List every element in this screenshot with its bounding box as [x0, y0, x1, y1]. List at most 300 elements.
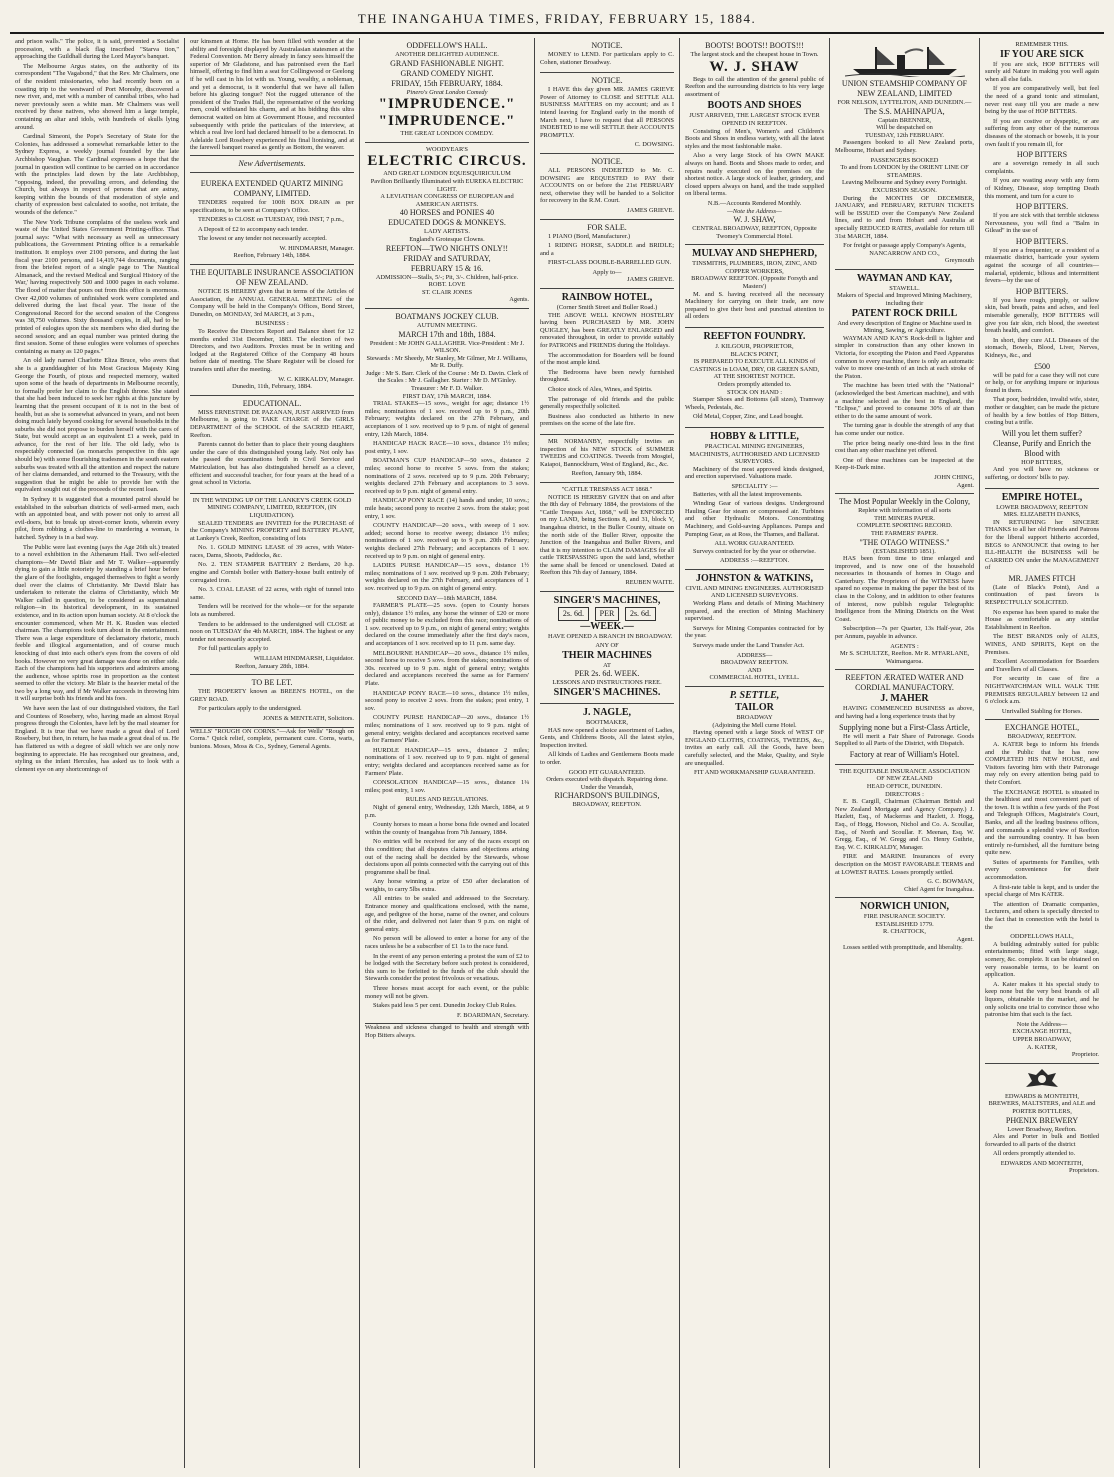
race-entry: HANDICAP PONY RACE—10 sovs., distance 1½ miles, second pony to receive 2 sovs. from the stakes; post entry, 1 sov. — [365, 689, 529, 712]
column-3 — [360, 38, 535, 1468]
ad-text: All orders promptly attended to. — [993, 1150, 1076, 1158]
column-5 — [680, 38, 830, 1468]
ad-text: All kinds of Ladies and Gentlemens Boots made to order. — [540, 751, 674, 766]
ad-line: AT THE SHORTEST NOTICE. — [713, 373, 796, 381]
ad-line: BROADWAY, REEFTON. — [572, 801, 642, 809]
ad-text: IN RETURNING her SINCERE THANKS to all her old Friends and Patrons for the liberal support hitherto accorded, BEGS to ANNOUNCE that owing to her ILL-HEALTH the BUSINESS will be CARRIED ON under the MANAGEMENT of — [985, 518, 1099, 572]
ad-text: HAS now opened a choice assortment of Ladies, Gents, and Childrens Boots, All the latest styles, Inspection invited. — [540, 726, 674, 749]
ad-text: Tenders to be addressed to the undersigned will CLOSE at noon on TUESDAY the 4th MARCH, 1884. The highest or any tender not necessarily accepted. — [190, 620, 354, 643]
ad-notice-dowsing — [540, 73, 674, 154]
ad-text: Choice stock of Ales, Wines, and Spirits. — [548, 386, 653, 393]
ad-line: Agent. — [956, 936, 974, 944]
ad-line: AND — [747, 666, 762, 674]
rule-entry: In the event of any person entering a protest the sum of £2 to be lodged with the Secretary before such protest is considered, this sum to be forfeited to the funds of the club should the Stewards consider the protest frivolous or vexatious. — [365, 952, 529, 983]
ad-line: (ESTABLISHED 1851). — [873, 547, 936, 555]
ad-line: EDUCATED DOGS & MONKEYS. — [388, 218, 506, 228]
ad-text: That poor, bedridden, invalid wife, sister, mother or daughter, can be made the picture of health by a few bottles of Hop Bitters, costing but a trifle. — [985, 396, 1099, 427]
ad-headline: "IMPRUDENCE." — [378, 113, 516, 130]
ad-line: THE MINERS PAPER. — [874, 514, 935, 522]
ad-text: HAS been from time to time enlarged and improved, and is now one of the household necessaries in thousands of homes in Otago and Canterbury. The Proprietors of the WITNESS have spared no expense in making the paper the best of its class in the Colony, and in addition to other features of interest, now publish regular Telegraphic Intelligence from the Mining Districts on the West Coast. — [835, 555, 974, 623]
column-2 — [185, 38, 360, 1468]
ad-subheading: FIRST DAY, 17th MARCH, 1884. — [402, 392, 492, 400]
ad-line: For freight or passage apply Company's Agents, — [843, 242, 966, 250]
ad-johnston-watkins — [685, 570, 824, 687]
ad-title: THE EQUITABLE INSURANCE ASSOCIATION OF NEW ZEALAND — [839, 767, 970, 783]
ad-text: No expense has been spared to make the House as comfortable as any similar Establishment in Reefton. — [985, 608, 1099, 631]
race-entry: COUNTY PURSE HANDICAP—20 sovs., distance 1½ miles; nominations of 1 sov. received up to 9 p.m. night of general entry; weights declared and acceptances received same as for Farmers' Plate. — [365, 714, 529, 745]
ad-text: A Deposit of £2 to accompany each tender. — [198, 225, 309, 233]
ad-line: PER 2s. 6d. WEEK. — [574, 669, 640, 679]
rule-entry: No entries will be received for any of the races except on this condition; that all disputes claims and objections arising out of the racing shall be decided by the Stewards, whose decisions upon all points connected with the carrying out of this programme shall be final. — [365, 838, 529, 876]
column-6 — [830, 38, 980, 1468]
ad-line: BROADWAY REEFTON. — [720, 659, 789, 667]
ad-text: For full particulars apply to — [198, 645, 269, 653]
ad-text: To Receive the Directors Report and Balance sheet for 12 months ended 31st December, 1883. The election of two Directors, and two Auditors. Proxies must be in writing and lodged at the Registered Office of the Company 48 hours before date of meeting. The Share Register will be closed for transfers until after the meeting. — [190, 328, 354, 373]
ad-text: Begs to call the attention of the general public of Reefton and the surrounding districts to his very large assortment of — [685, 75, 824, 98]
ad-title: THE EQUITABLE INSURANCE ASSOCIATION OF NEW ZEALAND. — [190, 268, 354, 288]
ad-text: Losses settled with promptitude, and liberality. — [843, 943, 963, 951]
ad-line: FRIDAY, 15th FEBRUARY, 1884. — [391, 78, 503, 88]
ad-text: WAYMAN AND KAY'S Rock-drill is lighter and simpler in construction than any other known in Victoria, for excepting the Piston and Feed Apparatus common to every machine, there is only an automatic valve to move one-tenth of an inch at each stroke of the Piston. — [835, 334, 974, 380]
rule-entry: Stakes paid less 5 per cent. Dunedin Jockey Club Rules. — [373, 1002, 517, 1010]
ad-edwards-monteith — [985, 1064, 1099, 1179]
ad-wayman-kay — [835, 270, 974, 494]
ad-for-sale — [540, 220, 674, 290]
ad-oddfellows — [365, 38, 529, 143]
ad-text: Winding Gear of various designs. Underground Hauling Gear for steam or compressed air. Turbines and other Hydraulic Motors. Concentrating Machinery, and Gold-saving Appliances. Pumps and Pumping Gear, as at Ross, the Thames, and Ballarat. — [685, 500, 824, 538]
ad-line: HOP BITTERS, — [1021, 458, 1063, 466]
ad-title: EXCHANGE HOTEL, — [1004, 723, 1080, 733]
ad-line: FEBRUARY 15 & 16. — [410, 263, 484, 273]
ad-line: EXCURSION SEASON. — [872, 186, 937, 194]
ad-text: are a sovereign remedy in all such complaints. — [985, 160, 1099, 175]
ad-line: Makers of Special and Improved Mining Machinery, including their — [837, 292, 972, 308]
ad-circus — [365, 143, 529, 309]
ad-line: N.B.—Accounts Rendered Monthly. — [707, 199, 802, 207]
ad-headline: BOOTS AND SHOES — [707, 100, 802, 112]
ad-line: MARCH 17th and 18th, 1884. — [398, 329, 496, 339]
ad-subheading: RULES AND REGULATIONS. — [405, 796, 489, 804]
ad-text: Suites of apartments for Families, with every convenience for their accommodation. — [985, 858, 1099, 882]
ad-text: will be paid for a case they will not cure or help, or for anything impure or injurious found in them. — [985, 371, 1099, 394]
column-1 — [10, 38, 185, 1468]
article-paragraph: our kinsmen at Home. He has been filled with wonder at the ability and foresight displayed by Australasian statesmen at the Federal Convention. Mr Berry already in fancy sees himself the superior of Mr Gladstone, and has patronised even the Earl himself, offering to find him a seat for Collingwood or Geelong if he will cast in his lot with us. Young, wealthy, a nobleman, and yet a democrat, is it wonderful that we have all fallen before his glazing tongue? Not the rugged utterance of the president of the Trades Hall, the representative of the working men, could withstand his charm, and at his bidding this ultra democrat waited on him at Government House, and recounted subsequently with pride the particulars of the interview, at which a real live lord had declared himself to be a democrat. In Adelaide Lord Rosebery experienced his final lionising, and at the farewell banquet roared as gently as Bottom, the weaver. — [190, 38, 354, 152]
ad-line: —WEEK.— — [580, 620, 634, 632]
ad-headline: PATENT ROCK DRILL — [851, 307, 958, 319]
ad-title: J. NAGLE, — [582, 707, 632, 719]
ad-text: The BEST BRANDS only of ALES, WINES, AND SPIRITS, Kept on the Premises. — [985, 633, 1099, 656]
ad-line: WOODYEAR'S — [426, 145, 468, 153]
column-4 — [535, 38, 680, 1468]
ad-text: Excellent Accommodation for Boarders and Travellers of all Classes. — [985, 658, 1099, 673]
ad-line: Proprietor. — [1071, 1051, 1099, 1059]
ad-line: Replete with information of all sorts — [858, 507, 951, 515]
ad-line: R. CHATTOCK, — [882, 928, 927, 936]
ad-settle — [685, 687, 824, 781]
section-heading: New Advertisements. — [238, 158, 306, 168]
ad-signature: WILLIAM HINDMARSH, Liquidator. — [253, 655, 354, 662]
ad-headline: PHŒNIX BREWERY — [1005, 1115, 1079, 1125]
ad-exchange-hotel — [985, 720, 1099, 1063]
ad-line: Leaving Melbourne and Sydney every Fortnight. — [842, 179, 967, 187]
ad-line: THEIR MACHINES — [562, 649, 652, 661]
ad-line: A. KATER, — [1027, 1043, 1057, 1051]
ad-line: ANY OF — [595, 642, 619, 650]
ad-text: The accommodation for Boarders will be found of the most ample kind. — [540, 351, 674, 367]
ad-line: Captain BRENNER, — [878, 116, 931, 124]
ad-text: Weakness and sickness changed to health and strength with Hop Bitters always. — [365, 1024, 529, 1039]
ad-line: Proprietors. — [1069, 1167, 1099, 1175]
ad-notice-money — [540, 38, 674, 73]
ad-line: £500 — [1034, 361, 1050, 371]
ad-line: REMEMBER THIS. — [1015, 41, 1069, 48]
ad-line: TUESDAY, 12th FEBRUARY. — [864, 131, 945, 139]
ad-text: Ales and Porter in bulk and Bottled forwarded to all parts of the district — [985, 1133, 1099, 1148]
ad-date: Dunedin, 11th, February, 1884. — [232, 383, 312, 391]
ad-line: J. KILGOUR, PROPRIETOR, — [715, 343, 794, 351]
ad-line: —Note the Address— — [727, 207, 782, 215]
price-box: 2s. 6d. — [558, 607, 589, 621]
columns — [10, 38, 1104, 1468]
ad-text: A building admirably suited for public entertainments; fitted with large stage, scenery, &c. complete. It can be obtained on very reasonable terms, to be learnt on application. — [985, 940, 1099, 979]
ad-text: Batteries, with all the latest improvements. — [693, 490, 803, 498]
ad-text: Consisting of Men's, Women's and Children's Boots and Shoes in endless variety, with all the latest styles and the most fashionable make. — [685, 127, 824, 150]
article-paragraph: Cardinal Simeoni, the Pope's Secretary of State for the Colonies, has addressed a somewhat remarkable letter to the Sydney Express, a weekly journal founded by the late Archbishop Vaughan. The Cardinal expresses a hope that the journal in question will continue to be carried on in accordance with the principles laid down by the late Archbishop, "opposing, indeed, the prevailing errors, and defending the Church, but always in respect of persons that are astray, keeping within the bounds of that moderation of style and charity of expression best calculated to soothe, not irritate, the wounds of the defence." — [15, 133, 179, 217]
ad-text: TENDERS to CLOSE on TUESDAY, 19th INST, 7 p.m., — [198, 216, 344, 224]
ad-line: England's Grotesque Clowns. — [409, 235, 485, 243]
ad-line: LESSONS AND INSTRUCTIONS FREE. — [552, 679, 662, 687]
ad-line: ADDRESS :—REEFTON. — [719, 557, 790, 565]
ad-signature: W. HINDMARSH, Manager. — [279, 244, 354, 252]
ad-headline: "IMPRUDENCE." — [378, 96, 516, 113]
ad-title: TO BE LET. — [251, 678, 293, 688]
article-paragraph: The Melbourne Argus states, on the authority of its correspondent "The Vagabond," that the Rev. Mr Chalmers, one of the resident missionaries, who had recently been on a coasting trip to the westward of Port Moresby, discovered a new river, and, met with a number of cannibal tribes, who had never previously seen a white man. Mr Chalmers was well received by these natives, who showed him a large temple, containing an altar and idols, with hundreds of skulls lying around. — [15, 62, 179, 131]
ad-line: Orders promptly attended to. — [717, 381, 792, 388]
ad-line: THE GREAT LONDON COMEDY. — [400, 130, 494, 138]
ad-headline: W. J. SHAW — [709, 58, 800, 75]
ad-line: Agents. — [509, 296, 529, 304]
ad-line: MRS. ELIZABETH DANKS, — [1003, 511, 1081, 519]
ad-text: A. KATER begs to inform his friends and the Public that he has now COMPLETED HIS NEW HOUSE, and Visitors favoring him with their Patronage may rely on every attention being paid to their Comfort. — [985, 740, 1099, 786]
ad-line: BLACK'S POINT, — [730, 350, 779, 358]
ad-text: The turning gear is double the strength of any that has come under our notice. — [835, 422, 974, 437]
ad-line: HOP BITTERS. — [1015, 236, 1069, 246]
ad-line: BROADWAY REEFTON. (Opposite Forsyth and Masters') — [691, 275, 818, 291]
ad-educational — [190, 396, 354, 494]
ad-text: Subscription—7s per Quarter, 13s Half-year, 26s per Annum, payable in advance. — [835, 625, 974, 641]
ad-text: ALL PERSONS INDEBTED to Mr. C. DOWSING are REQUESTED to PAY their ACCOUNTS on or before the 21st FEBRUARY next, otherwise they will be handed to a Solicitor for recovery in the R.M. Court. — [540, 166, 674, 205]
ad-line: FOR NELSON, LYTTELTON, AND DUNEDIN.— — [837, 99, 972, 106]
ad-signature: G. C. BOWMAN, — [927, 878, 974, 886]
article-paragraph: and prison walls." The police, it is said, prevented a Socialist procession, with a black flag inscribed "Starva tion," approaching the Guildhall during the Lord Mayor's banquet. — [15, 38, 179, 61]
ad-line: Judge : Mr S. Barr. Clerk of the Course : Mr D. Davin. Clerk of the Scales : Mr J. Gallagher. Starter : Mr D. M'Ginley. Treasurer : Mr F. D. Walker. — [365, 369, 529, 393]
ad-title: EUREKA EXTENDED QUARTZ MINING COMPANY, LIMITED. — [200, 178, 344, 198]
ad-title: The Most Popular Weekly in the Colony, — [839, 497, 970, 507]
ad-text: NOTICE IS HEREBY GIVEN that on and after the 8th day of February 1884, the provisions of the "Cattle Trespass Act, 1868," will be ENFORCED on my LAND, being Sections 8, and 31, block V, Inangahua district, in the Buller County, situate on the north side of the Buller River, opposite the Junction of the Inangahua and Buller Rivers, and that it is my intention to CLAIM DAMAGES for all cattle TRESPASSING upon the said land, whether the same shall be fenced or unenclosed. Dated at Reefton this 7th day of January, 1884. — [540, 493, 674, 577]
ad-signature: JOHN CHING, — [934, 473, 974, 481]
ad-line: ALL WORK GUARANTEED. — [714, 540, 795, 548]
ad-title: REEFTON FOUNDRY. — [703, 331, 806, 343]
divider — [190, 155, 354, 156]
ad-text: The patronage of old friends and the public generally respectfully solicited. — [540, 395, 674, 411]
ad-to-let — [190, 675, 354, 727]
ad-line: MR. JAMES FITCH — [1008, 573, 1076, 583]
ad-line: PASSENGERS BOOKED — [870, 156, 939, 164]
ad-text: In short, they cure ALL Diseases of the stomach, Bowels, Blood, Liver, Nerves, Kidneys, &c., and — [985, 336, 1099, 359]
ad-line: THE FARMERS' PAPER. — [870, 529, 939, 537]
ad-text: Stamper Shoes and Bottoms (all sizes), Tramway Wheels, Pedestals, &c. — [685, 396, 824, 411]
ad-text: TENDERS required for 100ft BOX DRAIN as per specifications, to be seen at Company's Office. — [190, 198, 354, 214]
race-entry: LADIES PURSE HANDICAP—15 sovs., distance 1½ miles; nominations of 1 sov. received up 9 p.m. 20th February; weights declared on the 27th February, and acceptances of 1 sov. received up to 9 p.m. on night of general entry. — [365, 562, 529, 592]
ad-line: Orders executed with dispatch. Repairing done. — [546, 776, 668, 784]
ad-line: Note the Address— — [1016, 1020, 1068, 1028]
ad-line: EXCHANGE HOTEL, — [1012, 1028, 1072, 1036]
ad-equitable-meeting — [190, 265, 354, 396]
ad-headline: SINGER'S MACHINES, — [553, 594, 661, 606]
ad-text: MONEY to LEND. For particulars apply to C. Cohen, stationer Broadway. — [540, 51, 674, 66]
ad-title: NORWICH UNION, — [859, 901, 950, 913]
ad-signature: F. BOARDMAN, Secretary. — [456, 1011, 529, 1019]
ad-line: AGENTS : — [890, 642, 919, 650]
ad-line: 40 HORSES and PONIES 40 — [399, 208, 495, 218]
ad-line: ROBT. LOVE — [428, 281, 466, 289]
ad-text: For particulars apply to the undersigned. — [198, 705, 302, 713]
ad-line: GRAND COMEDY NIGHT. — [400, 68, 494, 78]
ad-text: Having opened with a large Stock of WEST OF ENGLAND CLOTHS, COATINGS, TWEEDS, &c., invites an early call. All the Goods, have been carefully selected, and the Make, Quality, and Style are unequalled. — [685, 729, 824, 767]
ad-otago-witness — [835, 494, 974, 670]
rule-entry: All entries to be sealed and addressed to the Secretary. Entrance money and qualifications enclosed, with the name, age, and pedigree of the horse, name of the owner, and colours of the rider, and delivered not later than 9 p.m. on night of general entry. — [365, 895, 529, 933]
ad-line: Apply to— — [592, 268, 622, 276]
ad-title: MULVAY AND SHEPHERD, — [691, 248, 818, 260]
rule-entry: No person will be allowed to enter a horse for any of the races unless he be a subscriber of £1 1s to the race fund. — [365, 935, 529, 951]
ad-signature: JONES & MENTEATH, Solicitors. — [262, 714, 354, 722]
ad-line: ADDRESS— — [736, 651, 773, 659]
ad-line: FRIDAY and SATURDAY, — [403, 253, 491, 263]
ad-signature: JAMES GRIEVE. — [627, 276, 674, 284]
race-entry: CONSOLATION HANDICAP—15 sovs., distance 1¼ miles; post entry, 1 sov. — [365, 779, 529, 794]
ad-text: If you have rough, pimply, or sallow skin, bad breath, pains and aches, and feel miserable generally, HOP BITTERS will give you fair skin, rich blood, the sweetest breath health, and comfort. — [985, 296, 1099, 335]
ad-title: NOTICE. — [591, 41, 623, 50]
ad-mulvay — [685, 245, 824, 328]
ad-text: The Bedrooms have been newly furnished throughout. — [540, 368, 674, 384]
ad-text: He will merit a Fair Share of Patronage. Goods Supplied to all Parts of the District, with Dispatch. — [835, 732, 974, 748]
ad-text: Parents cannot do better than to place their young daughters under the care of this distinguished young lady. Not only has she passed the examinations both in Civil Service and Matriculation, but has also distinguished herself as a clever, efficient and successful teacher, for four years at the head of a great school in Victoria. — [190, 441, 354, 487]
column-7 — [980, 38, 1104, 1468]
ad-text: I HAVE this day given MR. JAMES GRIEVE Power of Attorney to CLOSE and SETTLE ALL BUSINESS MATTERS on my account; and as I intend leaving for England early in the month of March next, I have to request that all PERSONS INDEBTED to me will SETTLE their ACCOUNTS PROMPTLY. — [540, 86, 674, 139]
race-entry: HANDICAP PONY RACE (14) hands and under, 10 sovs.; mile heats; second pony to receive 2 sovs. from the stake; post entry, 1 sov. — [365, 497, 529, 520]
ad-foundry — [685, 328, 824, 428]
ad-date: Reefton, January 9th, 1884. — [571, 470, 643, 478]
ad-line: ST. CLAIR JONES — [421, 288, 473, 296]
ad-title: "CATTLE TRESPASS ACT 1868." — [561, 485, 653, 493]
ad-signature: REUBEN WAITE. — [625, 579, 674, 587]
ad-text: For security in case of fire a NIGHTWATCHMAN WILL WALK THE PREMISES REGULARLY between 12 and 6 o'clock a.m. — [985, 675, 1099, 706]
ad-date: Reefton, January 28th, 1884. — [235, 662, 309, 670]
ad-line: Supplying none but a First-Class Article, — [839, 722, 970, 732]
ad-text: During the MONTHS OF DECEMBER, JANUARY, and FEBRUARY, RETURN TICKETS will be ISSUED over the Company's New Zealand lines, and to and from Hobart and Australia at specially REDUCED RATES, available for return till 31st MARCH, 1884. — [835, 194, 974, 240]
ad-text: FIRST-CLASS DOUBLE-BARRELLED GUN. — [548, 259, 672, 267]
ad-title: FOR SALE. — [587, 222, 627, 232]
ad-text: If you are sick, HOP BITTERS will surely aid Nature in making you well again when all else fails. — [985, 60, 1099, 83]
ad-line: To and from LONDON by the ORIENT LINE OF STEAMERS. — [840, 164, 969, 179]
ad-text: The EXCHANGE HOTEL is situated in the healthiest and most convenient part of the town. It is within a few yards of the Post and Telegraph Offices, Magistrate's Court, Banks, and all the leading business offices, and commands a splendid view of Reefton and the surrounding country. It has been entirely re-furnished, all the furniture being quite new. — [985, 788, 1099, 857]
ad-line: ESTABLISHED 1779. — [875, 920, 934, 928]
ad-line: And every description of Engine or Machine used in Mining, Sawing, or Agriculture. — [837, 319, 972, 335]
ad-line: HOP BITTERS — [1016, 150, 1068, 160]
ad-headline: SINGER'S MACHINES. — [553, 687, 661, 699]
ad-signature: JAMES GRIEVE. — [627, 206, 674, 214]
ad-text: Also a very large Stock of his OWN MAKE always on hand. Boots and Shoes made to order, and repairs neatly executed on the premises on the shortest notice. A large stock of leather, grindery, and closed uppers always on hand, and the trade supplied on liberal terms. — [685, 152, 824, 198]
race-entry: MELBOURNE HANDICAP—20 sovs., distance 1½ miles, second horse to receive 5 sovs. from the stakes; nominations of 30s. received up to 9 p.m. night of general entry; weights declared and acceptances received the same as for Farmers' Plate. — [365, 649, 529, 688]
ad-rainbow-hotel — [540, 289, 674, 435]
ad-line: PRACTICAL MINING ENGINEERS, MACHINISTS, AUTHORISED AND LICENSED SURVEYORS. — [689, 442, 820, 466]
ad-title: EDWARDS & MONTEITH, — [1004, 1092, 1080, 1100]
ad-text: (Late of Black's Point), And a continuation of past favors is RESPECTFULLY SOLICITED. — [985, 583, 1099, 607]
ad-subheading: BUSINESS : — [255, 320, 289, 328]
ad-line: UPPER BROADWAY, — [1012, 1035, 1072, 1043]
ad-line: STAWELL. — [889, 284, 920, 292]
ad-equitable-insurance — [835, 765, 974, 899]
ad-lankey — [190, 494, 354, 675]
ad-line: Cleanse, Purify and Enrich the Blood with — [993, 438, 1091, 458]
ad-text: The machine has been tried with the "National" (acknowledged the best American machine), and with a machine selected as the best in England, the "Eclipse," and proved to consume 30% of air than either to do the same amount of work. — [835, 382, 974, 420]
ad-title: BOATMAN'S JOCKEY CLUB. — [395, 311, 499, 321]
ad-shaw — [685, 38, 824, 245]
ad-title: NOTICE. — [591, 76, 623, 86]
ad-text: If you are a frequenter, or a resident of a miasmatic district, barricade your system against the scourge of all countries—malarial, epidemic, bilious and intermittent fevers—by the use of — [985, 246, 1099, 285]
price-box: PER — [595, 607, 620, 621]
ad-title: EDUCATIONAL. — [242, 398, 302, 408]
ad-title: ODDFELLOW'S HALL. — [406, 41, 488, 50]
ad-union-steamship — [835, 38, 974, 270]
ad-line: Will be despatched on — [876, 124, 933, 132]
rule-entry: County horses to mean a horse bona fide owned and located within the county of Inangahua from 7th January, 1884. — [365, 821, 529, 836]
ad-line: BROADWAY, REEFTON. — [1007, 733, 1077, 741]
ad-line: ODDFELLOWS HALL, — [1010, 933, 1074, 941]
ad-text: 1 PIANO (Bord, Manufacturer.) — [548, 232, 631, 240]
ad-signature: W. C. KIRKALDY, Manager. — [278, 375, 354, 383]
ad-eureka — [190, 176, 354, 265]
ad-line: Unrivalled Stabling for Horses. — [1001, 707, 1083, 715]
ad-line: The largest stock and the cheapest house in Town. — [690, 51, 819, 58]
ad-line: Factory at rear of William's Hotel. — [849, 749, 960, 759]
rule-entry: Night of general entry, Wednesday, 12th March, 1884, at 9 p.m. — [365, 803, 529, 819]
ad-line: The S.S. MAHINAPUA, — [864, 106, 945, 116]
rule-entry: Any horse winning a prize of £50 after declaration of weights, to carry 5lbs extra. — [365, 878, 529, 893]
ad-line: NANCARROW AND CO., — [869, 249, 940, 257]
ad-hobby-little — [685, 428, 824, 570]
ad-text: No. 1. GOLD MINING LEASE of 39 acres, with Water-races, Dams, Shoots, Paddocks, &c. — [190, 544, 354, 559]
ad-text: A first-rate table is kept, and is under the special charge of Mrs KATER. — [985, 883, 1099, 899]
ad-line: COMMERCIAL HOTEL, LYELL. — [709, 674, 800, 682]
ad-text: Old Metal, Copper, Zinc, and Lead bought. — [693, 413, 804, 421]
ad-text: No. 3. COAL LEASE of 22 acres, with right of tunnel into same. — [190, 586, 354, 601]
ad-line: Lower Broadway, Reefton. — [1007, 1125, 1077, 1133]
race-entry: BOATMAN'S CUP HANDICAP—50 sovs., distance 2 miles; second horse to receive 5 sovs. from the stakes; nominations of 2 sovs. received up to 9 p.m. 20th February; weights declared 27th February and acceptances to 3 sovs. received up to 9 p.m. night of general entry. — [365, 457, 529, 495]
ad-signature: C. DOWSING. — [634, 141, 674, 149]
ad-headline: IF YOU ARE SICK — [1000, 48, 1084, 60]
ad-line: (Corner Smith Street and Buller Road.) — [556, 304, 658, 312]
ad-line: DIRECTORS : — [885, 790, 924, 798]
ad-line: BREWERS, MALTSTERS, and ALE and PORTER BOTTLERS, — [988, 1100, 1096, 1115]
ad-norwich-union — [835, 898, 974, 957]
ad-line: AUTUMN MEETING. — [417, 321, 477, 329]
ad-line: RICHARDSON'S BUILDINGS, — [554, 791, 660, 801]
ad-title: HOBBY & LITTLE, — [710, 430, 799, 442]
ad-line: Chief Agent for Inangahua. — [904, 885, 974, 893]
article-paragraph: The New York Tribune complains of the useless work and waste of the United States Government Printing-office. That journal says: "What with necessary as well as unnecessary publications, the Government Printing office is a remarkable institution. It employs over 2100 persons, and during the last fiscal year 2100 persons, and 14,419,744 documents, ranging from the briefest report of a single page to 'The Nautical Almanack, and the revised Medical and Surgical History of the War,' having respectively 500 and 1000 pages in each volume. The flood of matter that pours out from this office is enormous. Over 42,000 volumes of unfinished work were completed and delivered during the last fiscal year. The issue of the Congressional Record for the second session of the Congress was 38,750 volumes. Sixty thousand copies, in all, had to be printed of eulogies upon the six members who died during the second session; and an equal number was printed during the first session. Some of these eulogies were volumes of speeches containing as many as 120 pages." — [15, 218, 179, 355]
ad-title: P. SETTLE, — [729, 690, 780, 701]
masthead — [10, 6, 1104, 34]
ad-line: COMPLETE SPORTING RECORD. — [856, 522, 953, 530]
ad-line: GRAND FASHIONABLE NIGHT. — [390, 58, 504, 68]
price-box: 2s. 6d. — [625, 607, 656, 621]
ad-headline: TAILOR — [735, 702, 774, 713]
ad-text: The lowest or any tender not necessarily accepted. — [198, 235, 327, 243]
ad-jockey-club — [365, 309, 529, 1024]
ad-line: BOOTMAKER, — [585, 719, 629, 727]
ad-line: (Adjoining the Mell curne Hotel. — [712, 721, 797, 729]
ad-headline: J. MAHER — [880, 693, 929, 705]
ad-text: If you are wasting away with any form of Kidney, Disease, stop tempting Death this moment, and turn for a cure to — [985, 177, 1099, 200]
ad-line: JUST ARRIVED, THE LARGEST STOCK EVER OPENED IN REEFTON. — [689, 112, 820, 127]
ad-line: A LEVIATHAN CONGRESS OF EUROPEAN and AMERICAN ARTISTS. — [380, 193, 514, 208]
ad-text: NOTICE IS HEREBY given that in terms of the Articles of Association, the ANNUAL GENERAL MEETING of the Company will be held in the Company's Offices, Bond Street, Dunedin, on MONDAY, 3rd MARCH, at 3 p.m., — [190, 288, 354, 318]
ad-text: 1 RIDING HORSE, SADDLE and BRIDLE; and a — [540, 242, 674, 257]
ad-aerated-water — [835, 670, 974, 764]
ad-text: SEALED TENDERS are INVITED for the PURCHASE of the Company's MINING PROPERTY and BATTERY PLANT, at Lankey's Creek, Reefton, consisting of lots — [190, 519, 354, 542]
ad-line: Will you let them suffer? — [1002, 428, 1082, 438]
ad-text: THE ABOVE WELL KNOWN HOSTELRY having been PURCHASED by MR. JOHN QUIGLEY, has been GREATLY ENLARGED and renovated throughout, in order to provide suitably for PATRONS and FRIENDS during the Holidays. — [540, 311, 674, 350]
ad-text: The attention of Dramatic companies, Lecturers, and others is specially directed to the fact that in connection with the hotel is the — [985, 900, 1099, 931]
race-entry: FARMER'S PLATE—25 sovs. (open to County horses only), distance 1½ miles, any horse the winner of £20 or more of public money to be excluded from this race; nominations of 1 sov. received up to 9 p.m., on night of general entry; weights declared on the course immediately after the first day's races, and acceptances of 1 sov. received up to 11 p.m. same day. — [365, 602, 529, 648]
ad-line: AND GREAT LONDON EQUESQUIRICULUM — [383, 170, 511, 178]
ad-text: One of these machines can be inspected at the Keep-it-Dark mine. — [835, 456, 974, 472]
race-entry: HURDLE HANDICAP—15 sovs., distance 2 miles; nominations of 1 sov. received up to 9 p.m. night of general entry; weights declared and acceptances received same as for Farmers' Plate. — [365, 746, 529, 777]
ad-line: HOP BITTERS. — [1015, 202, 1069, 212]
ad-text: Business also conducted as hitherto in new premises on the scene of the late fire. — [540, 412, 674, 428]
ad-line: ADMISSION—Stalls, 5/-; Pit, 3/-. Children, half-price. — [375, 273, 519, 281]
ad-text: M. and S. having received all the necessary Machinery for carrying on their trade, are now prepared to give their best and punctual attention to all orders — [685, 290, 824, 321]
ad-text: WELLS' "ROUGH ON CORNS."—Ask for Wells' "Rough on Corns." Quick relief, complete, permanent cure. Corns, warts, bunions. Moses, Moss & Co., Sydney, General Agents. — [190, 727, 354, 750]
article-paragraph: We have seen the last of our distinguished visitors, the Earl and Countess of Rosebery, who, having made an almost Royal progress through the Colonies, have left by the mail steamer for England. It is true that we have made a great deal of Lord Rosebery, but then, in return, he has made a great deal of us. He has flattered us with a degree of skill which we are only now beginning to appreciate. He has recognised our greatness, and, styling us the infant Hercules, has asked us to look with a clement eye on any shortcomings of — [15, 705, 179, 773]
ad-text: And you will have no sickness or suffering, or doctors' bills to pay. — [985, 466, 1099, 481]
ad-line: BOOTS! BOOTS!! BOOTS!!! — [705, 41, 804, 50]
ad-title: JOHNSTON & WATKINS, — [696, 572, 813, 584]
article-paragraph: In Sydney it is suggested that a mounted patrol should be established in the suburban districts of well-armed men, each with an appointed beat, and with power not only to arrest all evil-doers, but to break up street-corner knots, wherein every pilot, from robbing a clothes-line to murdering a woman, is hatched. Sydney is in a bad way. — [15, 496, 179, 541]
ad-notice-grieve — [540, 154, 674, 220]
divider — [190, 172, 354, 173]
race-entry: TRIAL STAKES—15 sovs., weight for age; distance 1½ miles; nominations of 1 sov. received up to 9 p.m., 20th February; weights declared on the 27th February, and acceptances of 1 sov. received up to 9 p.m. of night of general entry, 12th March, 1884. — [365, 400, 529, 438]
ad-text: Surveys contracted for by the year or otherwise. — [693, 547, 816, 555]
masthead-title: THE INANGAHUA TIMES, FRIDAY, FEBRUARY 15, 1884. — [357, 11, 757, 26]
brewery-crest-icon — [1022, 1067, 1062, 1093]
ad-text: Working Plans and details of Mining Machinery prepared, and the erection of Mining Machinery supervised. — [685, 600, 824, 623]
ad-text: MISS ERNESTINE DE PAZANAN, JUST ARRIVED from Melbourne, is going to TAKE CHARGE of the GIRLS DEPARTMENT of the SCHOOL of the SACRED HEART, Reefton. — [190, 408, 354, 439]
ad-text: Surveys made under the Land Transfer Act. — [693, 642, 805, 650]
race-entry: COUNTY HANDICAP—20 sovs., with sweep of 1 sov. added; second horse to receive sweep; distance 1½ miles; nominations of 1 sov. received up to 9 p.m. 20th February; weights declared 27th February; and acceptances of 1 sov. received up to 9 p.m. on night of general entry. — [365, 522, 529, 560]
ad-line: REEFTON—TWO NIGHTS ONLY!! — [385, 243, 509, 253]
ad-line: HOP BITTERS. — [1015, 286, 1069, 296]
ad-line: Under the Verandah, — [580, 783, 634, 791]
ad-headline: "THE OTAGO WITNESS." — [859, 537, 950, 547]
ad-line: LADY ARTISTS. — [424, 228, 470, 236]
ad-hop-bitters — [985, 38, 1099, 489]
ad-line: STOCK ON HAND : — [726, 388, 783, 396]
ad-text: MR NORMANBY, respectfully invites an inspection of his NEW STOCK of SUMMER TWEEDS and COATINGS. Tweeds from Mosgiel, Kaiapoi, Bannockburn, West of England, &c., &c. — [540, 437, 674, 468]
ad-title: REEFTON ÆRATED WATER AND CORDIAL MANUFACTORY. — [845, 673, 964, 693]
ad-text: HAVE OPENED A BRANCH IN BROADWAY. — [548, 632, 673, 640]
